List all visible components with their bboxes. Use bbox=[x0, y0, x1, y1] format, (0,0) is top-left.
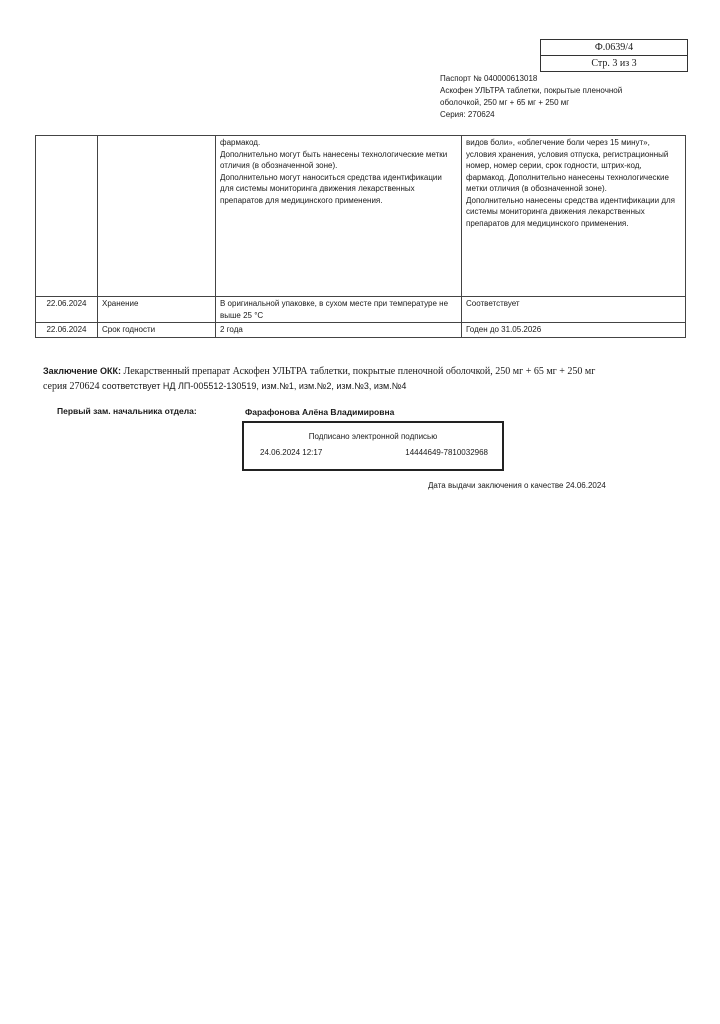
row-test-name: Срок годности bbox=[98, 323, 216, 338]
row-date bbox=[36, 136, 98, 297]
signatory-title: Первый зам. начальника отдела: bbox=[57, 406, 197, 416]
row-requirement: фармакод. Дополнительно могут быть нанесены технологические метки отличия (в обозначенной зоне). Дополнительно могут наноситься средства идентификации для системы мониторинга движения лекарственных препаратов для медицинского применения. bbox=[216, 136, 462, 297]
stamp-key-id: 14444649-7810032968 bbox=[405, 448, 488, 457]
table-row bbox=[36, 323, 686, 338]
row-date: 22.06.2024 bbox=[36, 297, 98, 323]
form-code-box bbox=[540, 39, 688, 72]
issue-date: Дата выдачи заключения о качестве 24.06.2024 bbox=[428, 481, 606, 490]
passport-number: Паспорт № 040000613018 bbox=[440, 74, 538, 83]
form-code: Ф.0639/4 bbox=[594, 42, 634, 53]
product-series: Серия: 270624 bbox=[440, 110, 495, 119]
row-test-name bbox=[98, 136, 216, 297]
conclusion-text: Лекарственный препарат Аскофен УЛЬТРА таблетки, покрытые пленочной оболочкой, 250 мг + 65 мг + 250 мг bbox=[123, 366, 596, 377]
quality-conclusion bbox=[43, 364, 643, 394]
row-requirement: В оригинальной упаковке, в сухом месте при температуре не выше 25 °С bbox=[216, 297, 462, 323]
stamp-datetime: 24.06.2024 12:17 bbox=[260, 448, 323, 457]
row-result: Соответствует bbox=[462, 297, 686, 323]
test-results-table bbox=[35, 135, 686, 338]
table-row bbox=[36, 136, 686, 297]
electronic-signature-stamp bbox=[242, 421, 504, 471]
page-number: Стр. 3 из 3 bbox=[541, 55, 687, 71]
row-requirement: 2 года bbox=[216, 323, 462, 338]
conclusion-label: Заключение ОКК: bbox=[43, 366, 122, 376]
signatory-name: Фарафонова Алёна Владимировна bbox=[245, 407, 395, 417]
stamp-title: Подписано электронной подписью bbox=[308, 432, 438, 441]
product-dosage: оболочкой, 250 мг + 65 мг + 250 мг bbox=[440, 98, 570, 107]
product-name: Аскофен УЛЬТРА таблетки, покрытые пленочной bbox=[440, 86, 623, 95]
row-test-name: Хранение bbox=[98, 297, 216, 323]
passport-header bbox=[440, 73, 640, 121]
conclusion-series: серия 270624 bbox=[43, 381, 100, 392]
row-result: Годен до 31.05.2026 bbox=[462, 323, 686, 338]
row-result: видов боли», «облегчение боли через 15 минут», условия хранения, условия отпуска, регистрационный номер, номер серии, срок годности, штрих-код, фармакод. Дополнительно нанесены технологические метки отличия (в обозначенной зоне). Дополнительно нанесены средства идентификации для системы мониторинга движения лекарственных препаратов для медицинского применения. bbox=[462, 136, 686, 297]
row-date: 22.06.2024 bbox=[36, 323, 98, 338]
table-row bbox=[36, 297, 686, 323]
conclusion-compliance: соответствует НД ЛП-005512-130519, изм.№1, изм.№2, изм.№3, изм.№4 bbox=[101, 381, 407, 391]
